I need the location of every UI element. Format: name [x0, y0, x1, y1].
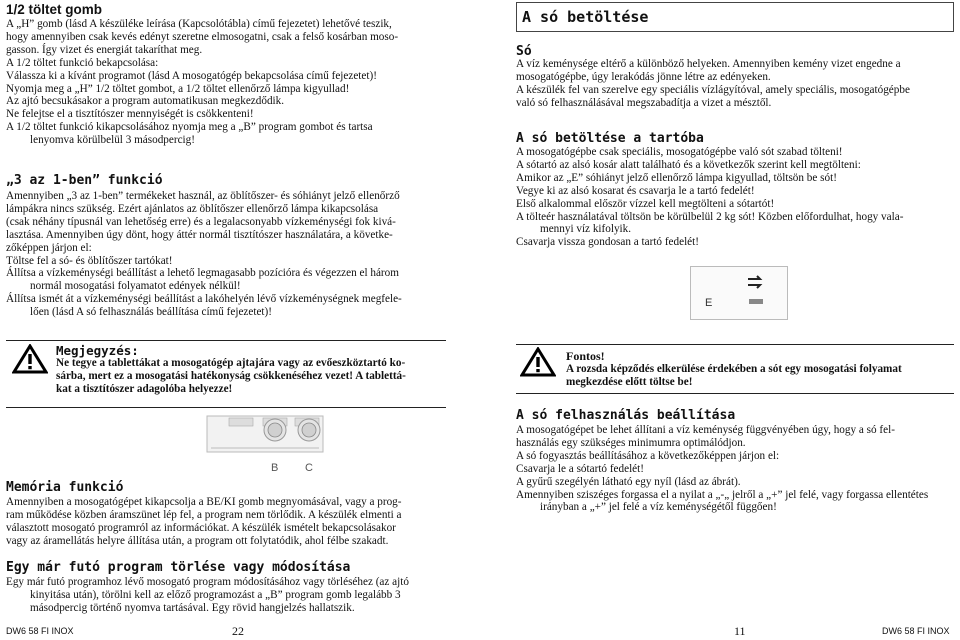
- text-line: Csavarja vissza gondosan a tartó fedelét!: [516, 236, 699, 249]
- salt-indicator-illustration: [690, 266, 788, 320]
- text-line: mosogatógépbe, úgy lerakódás jönne létre az edényeken.: [516, 70, 771, 83]
- heading-half-load: 1/2 töltet gomb: [6, 2, 103, 17]
- page-number-left: 22: [232, 624, 244, 638]
- text-line: használás egy szükséges minimumra optimálódjon.: [516, 436, 746, 449]
- subheading-enable: A 1/2 töltet funkció bekapcsolása:: [6, 56, 159, 69]
- note-text: [56, 357, 406, 396]
- text-line: (csak néhány típusnál van lehetőség erre) és a legalacsonyabb vízkeménységi fok kivá-: [6, 215, 396, 228]
- important-text: [566, 363, 902, 389]
- text-line: Csavarja le a sótartó fedelét!: [516, 462, 644, 475]
- text-line: másodpercig történő nyomva tartásával. Egy rövid hangjelzés hallatszik.: [30, 601, 355, 614]
- heading-delete-program: Egy már futó program törlése vagy módosítása: [6, 560, 351, 575]
- heading-salt: Só: [516, 44, 532, 59]
- label-b: B: [271, 462, 279, 474]
- text-line: Állítsa a vízkeménységi beállítást a lehető legmagasabb pozícióra és végezzen el három: [6, 267, 399, 280]
- text-line: Ne felejtse el a tisztítószer mennyiségét is csökkenteni!: [6, 108, 254, 121]
- salt-refill-icon: [745, 273, 767, 291]
- text-line: lasztása. Amennyiben úgy dönt, hogy áttér normál tisztítószer használatára, a követke-: [6, 228, 393, 241]
- text-line: Nyomja meg a „H” 1/2 töltet gombot, a 1/2 töltet ellenőrző lámpa kigyullad!: [6, 82, 350, 95]
- important-title: Fontos!: [566, 349, 605, 363]
- text-line: A só fogyasztás beállításához a következőképpen járjon el:: [516, 449, 780, 462]
- text-line: vagy az áramellátás helyre állítása után, a program ott folytatódik, ahol félbe szakadt.: [6, 534, 389, 547]
- text-line: kat a tisztítószer adagolóba helyezze!: [56, 382, 233, 395]
- text-line: Amennyiben „3 az 1-ben” termékeket használ, az öblítőszer- és sóhiányt jelző ellenőrző: [6, 190, 400, 202]
- section-banner-salt: A só betöltése: [516, 2, 954, 32]
- heading-fill-salt: A só betöltése a tartóba: [516, 131, 704, 146]
- text-line: lően (lásd A só felhasználás beállítása című fejezetet)!: [30, 306, 272, 319]
- text-line: A sótartó az alsó kosár alatt található és a következők szerint kell megtölteni:: [516, 158, 861, 171]
- 3in1-text: [6, 190, 446, 319]
- memory-text: [6, 496, 446, 548]
- text-line: lenyomva körülbelül 3 másodpercig!: [30, 134, 195, 147]
- warning-icon: [520, 347, 556, 377]
- text-line: lámpákra nincs szükség. Ezért ajánlatos az öblítőszer ellenőrző lámpa kikapcsolása: [6, 202, 379, 215]
- text-line: Első alkalommal először vízzel kell megtölteni a sótartót!: [516, 197, 775, 210]
- salt-usage-text: [516, 424, 954, 514]
- text-line: való só felhasználásával megszabadítja a vizet a mésztől.: [516, 96, 772, 109]
- text-line: irányban a „+” jel felé a víz keménységétől függően!: [540, 501, 777, 514]
- warning-icon: [12, 344, 48, 374]
- fill-salt-text: [516, 146, 954, 249]
- text-line: Egy már futó programhoz lévő mosogató program módosításához vagy törléséhez (az ajtó: [6, 576, 409, 588]
- text-line: A 1/2 töltet funkció kikapcsolásához nyomja meg a „B” program gombot és tartsa: [6, 121, 373, 134]
- heading-3in1: „3 az 1-ben” funkció: [6, 173, 163, 188]
- text-line: Állítsa ismét át a vízkeménységi beállítást a lakóhelyén lévő vízkeménységnek megfele-: [6, 293, 402, 306]
- text-line: A rozsda képződés elkerülése érdekében a sót egy mosogatási folyamat: [566, 363, 902, 375]
- text-line: sárba, mert ez a mosogatási hatékonyság csökkenéséhez vezet! A tablettá-: [56, 369, 406, 382]
- delete-program-text: [6, 576, 446, 615]
- note-title: Megjegyzés:: [56, 343, 139, 358]
- text-line: Válassza ki a kívánt programot (lásd A mosogatógép bekapcsolása című fejezetet)!: [6, 69, 377, 82]
- footer-right-model: DW6 58 FI INOX: [882, 626, 950, 636]
- text-line: A víz keménysége eltérő a különböző helyeken. Amennyiben kemény vizet engedne a: [516, 58, 901, 70]
- text-line: A „H” gomb (lásd A készüléke leírása (Kapcsolótábla) című fejezetet) lehetővé teszik,: [6, 18, 392, 30]
- half-load-intro: [6, 18, 446, 147]
- text-line: megkezdése előtt töltse be!: [566, 375, 693, 388]
- note-box: [6, 340, 446, 408]
- label-c: C: [305, 462, 313, 474]
- text-line: A mosogatógépet be lehet állítani a víz keménység függvényében úgy, hogy a só fel-: [516, 424, 895, 436]
- text-line: A gyűrű szegélyén látható egy nyíl (lásd az ábrát).: [516, 475, 741, 488]
- page-number-right: 11: [734, 624, 746, 638]
- text-line: Amennyiben sziszéges forgassa el a nyilat a „-„ jelről a „+” jel felé, vagy forgassa ellentétes: [516, 488, 929, 501]
- panel-label-e: E: [705, 297, 713, 309]
- text-line: Amennyiben a mosogatógépet kikapcsolja a BE/KI gomb megnyomásával, vagy a prog-: [6, 496, 402, 508]
- indicator-lamp: [749, 299, 763, 304]
- text-line: A készülék fel van szerelve egy speciális vízlágyítóval, amely speciális, mosogatógépbe: [516, 83, 910, 96]
- footer-left-model: DW6 58 FI INOX: [6, 626, 74, 636]
- text-line: A mosogatógépbe csak speciális, mosogatógépbe való sót szabad tölteni!: [516, 146, 843, 158]
- text-line: választott mosogató programról az információkat. A készülék ismételt bekapcsolásakor: [6, 521, 396, 534]
- text-line: hogy amennyiben csak kevés edényt szeretne elmosogatni, csak a felső kosárban moso-: [6, 30, 399, 43]
- text-line: ram működése közben áramszünet lép fel, a program nem törlődik. A készülék elmenti a: [6, 508, 402, 521]
- salt-text: [516, 58, 954, 110]
- heading-memory: Memória funkció: [6, 480, 124, 495]
- text-line: mennyi víz kifolyik.: [540, 223, 632, 236]
- text-line: Ne tegye a tablettákat a mosogatógép ajtajára vagy az evőeszköztartó ko-: [56, 357, 406, 369]
- text-line: Vegye ki az alsó kosarat és csavarja le a tartó fedelét!: [516, 184, 755, 197]
- text-line: Amikor az „E” sóhiányt jelző ellenőrző lámpa kigyullad, töltsön be sót!: [516, 171, 837, 184]
- text-line: Töltse fel a só- és öblítőszer tartókat!: [6, 254, 173, 267]
- text-line: zőképpen járjon el:: [6, 241, 92, 254]
- text-line: kinyitása után), törölni kell az előző programozást a „B” program gomb legalább 3: [30, 588, 401, 601]
- heading-salt-usage: A só felhasználás beállítása: [516, 408, 736, 423]
- control-panel-illustration: [205, 410, 325, 478]
- text-line: A tölteér használatával töltsön be körülbelül 2 kg sót! Közben előfordulhat, hogy vala-: [516, 210, 904, 223]
- text-line: Az ajtó becsukásakor a program automatikusan megkezdődik.: [6, 95, 285, 108]
- important-box: [516, 344, 954, 394]
- text-line: gasson. Így vizet és energiát takaríthat meg.: [6, 43, 203, 56]
- text-line: normál mosogatási folyamatot edények nélkül!: [30, 280, 241, 293]
